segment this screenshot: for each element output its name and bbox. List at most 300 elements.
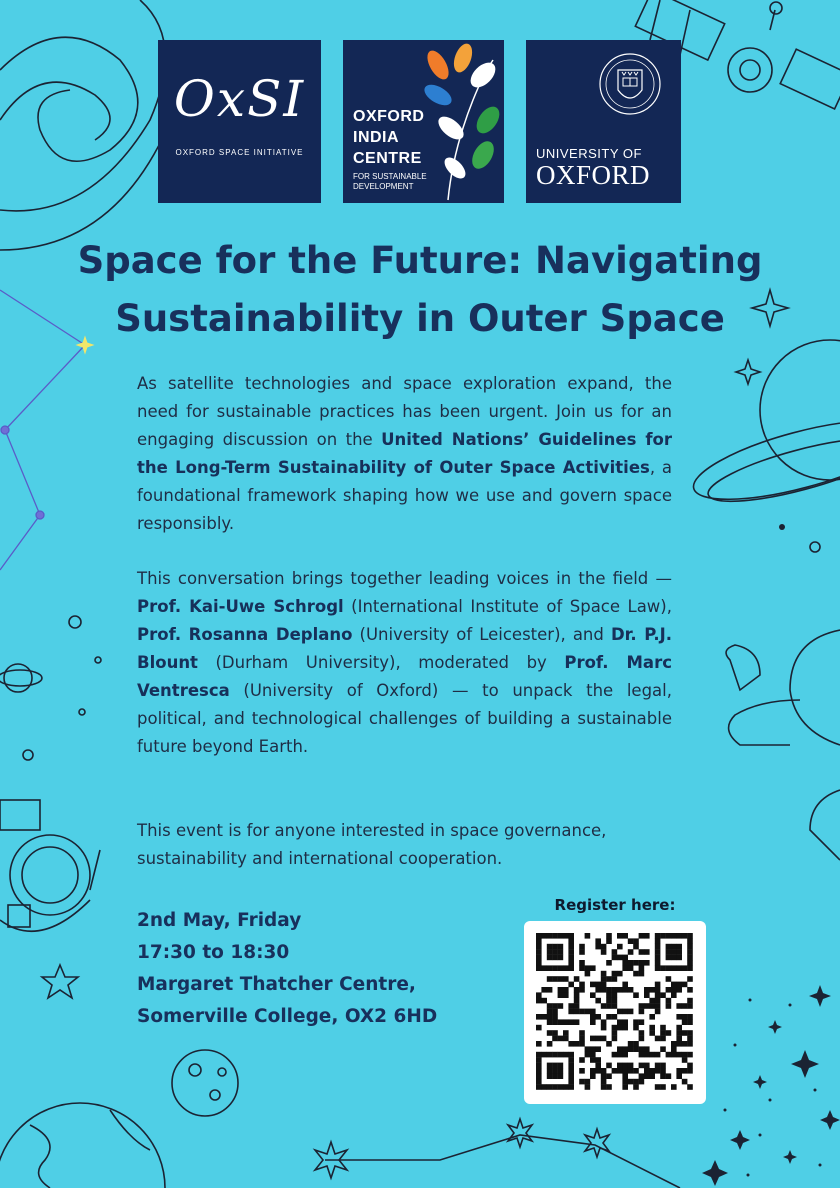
qr-module [590,1057,596,1063]
qr-module [590,1014,596,1020]
qr-module [628,1063,634,1069]
qr-module [585,965,591,971]
qr-module [612,1014,618,1020]
qr-module [547,944,553,950]
qr-module [612,1003,618,1009]
qr-module [687,987,693,993]
qr-module [682,1068,688,1074]
qr-module [644,1073,650,1079]
event-date: 2nd May, Friday [137,910,302,931]
qr-module [536,960,542,966]
qr-module [671,1052,677,1058]
qr-module [568,949,574,955]
qr-module [541,933,547,939]
qr-module [536,1052,542,1058]
qr-module [536,965,542,971]
qr-module [601,949,607,955]
qr-module [601,982,607,988]
oxford-india-centre-logo [343,40,504,203]
uo-line1: UNIVERSITY OF [536,146,642,161]
qr-module [682,1003,688,1009]
qr-module [563,992,569,998]
qr-module [639,1036,645,1042]
speaker-affiliation: (Durham University), moderated by [197,653,565,672]
qr-module [655,982,661,988]
qr-module [671,949,677,955]
qr-module [606,960,612,966]
qr-module [617,933,623,939]
qr-module [558,987,564,993]
intro-text-end: , a foundational framework shaping how we use and govern space responsibly. [137,458,673,533]
qr-module [682,933,688,939]
earth-icon [0,1103,165,1188]
speaker-name: Prof. Rosanna Deplano [137,625,353,644]
qr-module [574,1003,580,1009]
qr-module [601,971,607,977]
qr-module [655,955,661,961]
qr-module [601,1019,607,1025]
qr-module [568,965,574,971]
qr-module [579,960,585,966]
qr-module [617,1052,623,1058]
qr-module [655,1063,661,1069]
qr-module [606,976,612,982]
qr-module [687,1041,693,1047]
qr-module [606,1084,612,1090]
qr-module [633,1079,639,1085]
qr-module [639,1079,645,1085]
qr-module [612,1052,618,1058]
qr-module [639,971,645,977]
qr-module [660,1036,666,1042]
qr-module [622,965,628,971]
qr-module [552,944,558,950]
qr-module [655,933,661,939]
qr-module [676,982,682,988]
qr-module [579,1030,585,1036]
qr-module [639,933,645,939]
qr-module [617,1025,623,1031]
qr-module [671,965,677,971]
qr-module [628,1068,634,1074]
qr-module [552,1030,558,1036]
qr-module [536,949,542,955]
qr-module [682,1057,688,1063]
qr-module [687,976,693,982]
qr-module [595,998,601,1004]
qr-module [633,1068,639,1074]
qr-module [552,949,558,955]
qr-module [547,949,553,955]
qr-module [568,1063,574,1069]
qr-module [601,1036,607,1042]
qr-module [687,944,693,950]
qr-module [612,1025,618,1031]
qr-module [671,1084,677,1090]
qr-module [563,1036,569,1042]
qr-module [639,1003,645,1009]
oxsi-logo [158,40,321,203]
qr-module [536,1057,542,1063]
qr-module [547,1084,553,1090]
qr-module [558,955,564,961]
qr-module [644,1046,650,1052]
qr-module [622,1073,628,1079]
qr-module [660,965,666,971]
qr-module [644,1052,650,1058]
qr-module [649,1003,655,1009]
qr-module [660,1030,666,1036]
oxsi-subtitle: OXFORD SPACE INITIATIVE [175,148,304,157]
qr-module [671,1046,677,1052]
qr-module [547,1068,553,1074]
qr-module [687,965,693,971]
qr-module [568,1057,574,1063]
qr-module [590,1052,596,1058]
event-details [137,905,437,1033]
qr-module [547,1019,553,1025]
qr-module [644,987,650,993]
qr-module [590,982,596,988]
qr-module [536,938,542,944]
moon-icon [172,1050,238,1116]
qr-module [574,1041,580,1047]
qr-module [558,933,564,939]
qr-module [612,971,618,977]
qr-module [558,949,564,955]
qr-module [579,1009,585,1015]
qr-module [558,1084,564,1090]
qr-module [617,971,623,977]
qr-module [639,1030,645,1036]
qr-module [612,976,618,982]
qr-module [687,1003,693,1009]
qr-module [574,998,580,1004]
qr-module [558,976,564,982]
qr-module [579,1079,585,1085]
qr-module [622,955,628,961]
qr-module [595,982,601,988]
qr-module [601,976,607,982]
qr-module [541,987,547,993]
qr-module [660,1025,666,1031]
qr-module [558,1052,564,1058]
qr-module [563,1019,569,1025]
qr-module [644,1068,650,1074]
qr-module [590,1046,596,1052]
qr-module [687,998,693,1004]
qr-module [687,1019,693,1025]
qr-module [676,1014,682,1020]
qr-module [612,1036,618,1042]
qr-module [676,1036,682,1042]
qr-module [682,965,688,971]
qr-module [622,1046,628,1052]
qr-module [558,965,564,971]
qr-module [676,1073,682,1079]
qr-module [639,1063,645,1069]
qr-module [595,944,601,950]
qr-module [644,949,650,955]
qr-module [622,1079,628,1085]
qr-module [676,1030,682,1036]
qr-module [622,987,628,993]
qr-module [644,1063,650,1069]
qr-module [536,1084,542,1090]
qr-module [601,1079,607,1085]
qr-module [676,933,682,939]
qr-module [568,1084,574,1090]
qr-module [606,1073,612,1079]
qr-module [606,1014,612,1020]
qr-module [552,1052,558,1058]
qr-module [552,955,558,961]
qr-module [676,944,682,950]
qr-module [633,992,639,998]
qr-module [606,1063,612,1069]
qr-module [612,987,618,993]
qr-module [563,987,569,993]
qr-module [563,976,569,982]
qr-module [536,1014,542,1020]
qr-code-icon[interactable] [524,921,706,1104]
oic-title-line3: CENTRE [353,150,422,167]
star-icon [42,965,78,998]
qr-module [595,1014,601,1020]
qr-module [660,933,666,939]
qr-module [547,1014,553,1020]
qr-module [585,1046,591,1052]
qr-module [671,992,677,998]
qr-module [666,998,672,1004]
qr-module [633,960,639,966]
qr-module [649,998,655,1004]
qr-module [682,1052,688,1058]
qr-module [676,1003,682,1009]
qr-module [585,1009,591,1015]
qr-module [536,998,542,1004]
qr-module [606,1041,612,1047]
qr-module [633,971,639,977]
qr-module [536,955,542,961]
qr-module [655,944,661,950]
event-venue: Margaret Thatcher Centre, [137,974,416,995]
qr-module [660,1063,666,1069]
qr-module [590,992,596,998]
qr-module [628,960,634,966]
qr-module [622,1025,628,1031]
qr-module [601,1084,607,1090]
astronaut-icon [726,630,840,860]
qr-module [622,1084,628,1090]
qr-module [579,1057,585,1063]
qr-module [687,1036,693,1042]
qr-module [622,1063,628,1069]
qr-module [628,965,634,971]
astronaut-reading-icon [0,800,100,931]
qr-module [666,933,672,939]
qr-module [601,1068,607,1074]
qr-module [558,1019,564,1025]
qr-module [558,1036,564,1042]
qr-module [682,982,688,988]
qr-module [595,1057,601,1063]
qr-module [682,1041,688,1047]
qr-module [558,1068,564,1074]
qr-module [536,1073,542,1079]
qr-module [547,1009,553,1015]
qr-module [585,1079,591,1085]
qr-module [617,955,623,961]
qr-module [536,992,542,998]
registration-qr-code[interactable] [524,921,706,1104]
qr-module [617,987,623,993]
qr-module [666,1003,672,1009]
qr-module [558,1073,564,1079]
qr-module [687,933,693,939]
qr-module [622,1068,628,1074]
qr-module [687,1084,693,1090]
qr-module [655,1003,661,1009]
qr-module [606,998,612,1004]
qr-module [552,1063,558,1069]
qr-module [590,965,596,971]
speakers-paragraph [137,565,672,761]
qr-module [574,987,580,993]
galaxy-icon [0,0,175,250]
qr-module [660,1068,666,1074]
qr-module [622,933,628,939]
qr-module [590,1068,596,1074]
qr-module [649,1052,655,1058]
qr-module [655,949,661,955]
qr-module [617,1046,623,1052]
qr-module [595,1063,601,1069]
qr-module [552,976,558,982]
qr-module [536,1025,542,1031]
qr-module [628,987,634,993]
qr-module [536,1063,542,1069]
qr-module [606,1003,612,1009]
qr-module [541,965,547,971]
qr-module [601,1025,607,1031]
qr-module [655,938,661,944]
qr-module [547,955,553,961]
qr-module [644,960,650,966]
qr-module [628,1041,634,1047]
qr-module [552,1084,558,1090]
speaker-name: Dr. P.J. Blount [137,625,672,672]
qr-module [612,1068,618,1074]
speaker-name: Prof. Kai-Uwe Schrogl [137,597,344,616]
qr-module [628,1046,634,1052]
qr-module [676,1025,682,1031]
qr-module [682,1030,688,1036]
event-address: Somerville College, OX2 6HD [137,1006,438,1027]
qr-module [606,933,612,939]
qr-module [552,965,558,971]
qr-module [606,938,612,944]
qr-module [563,1030,569,1036]
qr-module [666,1030,672,1036]
qr-module [568,1073,574,1079]
qr-module [601,987,607,993]
qr-module [676,1068,682,1074]
qr-module [676,949,682,955]
intro-paragraph [137,370,672,538]
speakers-text: This conversation brings together leading voices in the field — [137,569,672,588]
qr-module [558,1003,564,1009]
oic-title [353,106,424,169]
title-line2: Sustainability in Outer Space [115,297,725,340]
qr-module [660,992,666,998]
qr-module [649,1030,655,1036]
qr-module [655,1009,661,1015]
qr-module [676,1052,682,1058]
qr-module [666,944,672,950]
qr-module [671,933,677,939]
moderator-name: Prof. Marc Ventresca [137,653,672,700]
qr-module [547,965,553,971]
qr-module [671,944,677,950]
qr-module [617,1019,623,1025]
page-title [0,232,840,348]
qr-module [568,944,574,950]
qr-module [563,1052,569,1058]
qr-module [536,1068,542,1074]
qr-module [639,960,645,966]
qr-module [612,955,618,961]
qr-module [687,949,693,955]
oic-subtitle [353,172,427,192]
oxford-crest-icon [598,50,662,122]
qr-module [568,982,574,988]
qr-module [606,987,612,993]
qr-module [644,992,650,998]
qr-module [622,1019,628,1025]
qr-module [579,965,585,971]
qr-module [687,1068,693,1074]
qr-module [687,1052,693,1058]
qr-module [536,1079,542,1085]
qr-module [568,1068,574,1074]
qr-module [595,1036,601,1042]
qr-module [655,1084,661,1090]
qr-module [563,1084,569,1090]
qr-module [595,987,601,993]
qr-module [676,987,682,993]
qr-module [622,1052,628,1058]
qr-module [563,933,569,939]
qr-module [612,1030,618,1036]
qr-module [633,1019,639,1025]
qr-module [649,1073,655,1079]
un-guidelines-highlight: United Nations’ Guidelines for the Long-Term Sustainability of Outer Space Activities [137,430,673,477]
qr-module [541,1052,547,1058]
qr-module [558,1063,564,1069]
qr-module [601,1073,607,1079]
qr-module [639,949,645,955]
qr-module [655,965,661,971]
qr-module [595,938,601,944]
qr-module [687,1014,693,1020]
qr-module [639,1073,645,1079]
oic-subtitle-line1: FOR SUSTAINABLE [353,172,427,181]
qr-module [536,1041,542,1047]
oic-title-line1: OXFORD [353,108,425,125]
qr-module [590,1073,596,1079]
oic-title-line2: INDIA [353,129,400,146]
